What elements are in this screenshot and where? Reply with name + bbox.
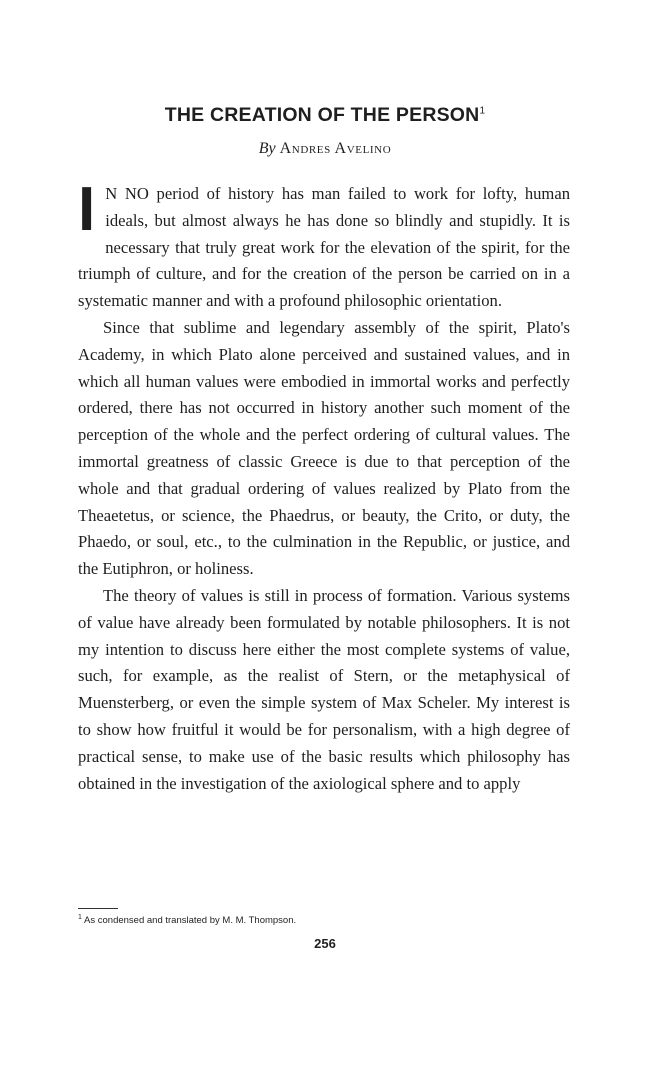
title-footnote-mark: 1	[479, 105, 486, 117]
article-body	[78, 175, 570, 797]
article-title	[0, 104, 650, 127]
page-number: 256	[314, 936, 336, 951]
footnote-divider	[78, 908, 118, 909]
footnote-mark: 1	[78, 914, 82, 921]
author-name: Andres Avelino	[279, 140, 392, 157]
drop-cap: I	[78, 175, 96, 244]
footnote-text: As condensed and translated by M. M. Thompson.	[84, 915, 297, 927]
paragraph-1	[78, 175, 570, 315]
paragraph-1-text: N NO period of history has man failed to work for lofty, human ideals, but almost always he has done so blindly and stupidly. It is necessary that truly great work for the elevation of the spirit, for the triumph of culture, and for the creation of the person be carried on in a systematic manner and with a profound philosophic orientation.	[78, 184, 570, 311]
footnote	[78, 914, 570, 926]
byline-prefix: By	[258, 140, 276, 157]
paragraph-3: The theory of values is still in process of formation. Various systems of value have already been formulated by notable philosophers. It is not my intention to discuss here either the most complete systems of value, such, for example, as the realist of Stern, or the metaphysical of Muensterberg, or even the simple system of Max Scheler. My interest is to show how fruitful it would be for personalism, with a high degree of practical sense, to make use of the basic results which philosophy has obtained in the investigation of the axiological sphere and to apply	[78, 585, 570, 793]
article-title-text: THE CREATION OF THE PERSON	[164, 104, 480, 126]
byline	[0, 140, 650, 158]
paragraph-2: Since that sublime and legendary assembly of the spirit, Plato's Academy, in which Plato alone perceived and sustained values, and in which all human values were embodied in immortal works and perfectly ordered, there has not occurred in history another such moment of the perception of the whole and the perfect ordering of cultural values. The immortal greatness of classic Greece is due to that perception of the whole and that gradual ordering of values realized by Plato from the Theaetetus, or science, the Phaedrus, or beauty, the Crito, or duty, the Phaedo, or soul, etc., to the culmination in the Republic, or justice, and the Eutiphron, or holiness.	[78, 317, 570, 579]
